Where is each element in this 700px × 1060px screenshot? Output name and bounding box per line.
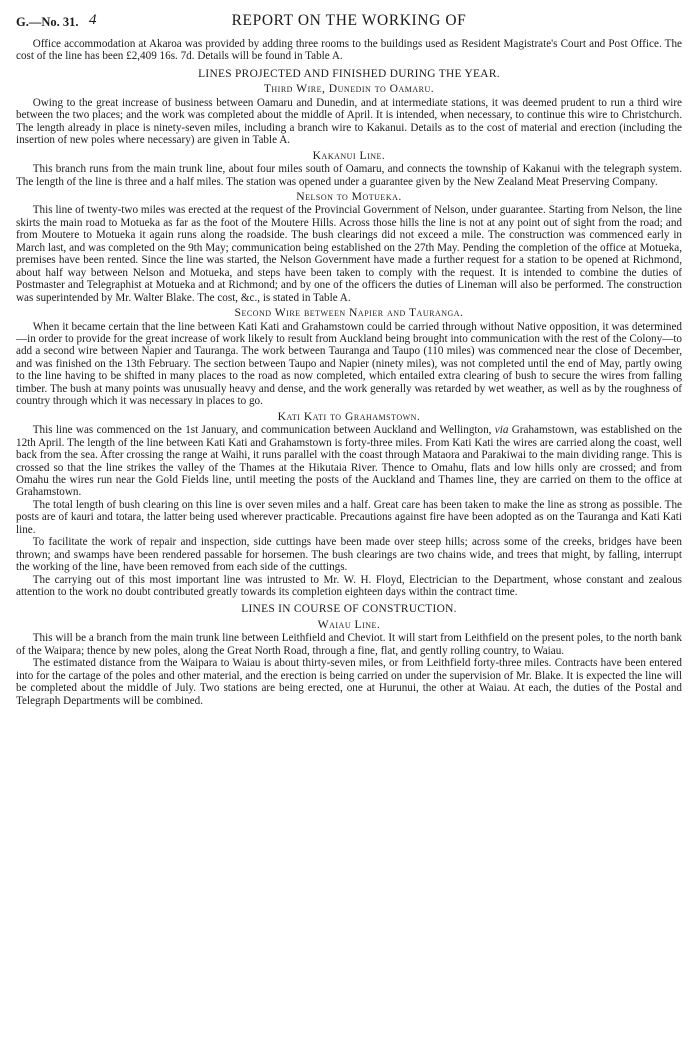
subheading-kakanui: Kakanui Line.	[312, 148, 386, 162]
paragraph-katikati-4: The carrying out of this most important line was intrusted to Mr. W. H. Floyd, Electrician to the Department, whose constant and zealous attention to the work no doubt contributed greatly towards its completion eighteen days within the contract time.	[16, 573, 682, 599]
paragraph-katikati-3: To facilitate the work of repair and inspection, side cuttings have been made over steep hills; across some of the creeks, bridges have been thrown; and swamps have been rendered passable for horsemen. The bush clearings are two chains wide, and trees that might, by falling, interrupt the working of the line, have been removed from each side of the cuttings.	[16, 536, 682, 574]
document-reference: G.—No. 31.	[16, 15, 79, 29]
subheading-nelson-motueka: Nelson to Motueka.	[296, 189, 402, 203]
katikati-text-a: This line was commenced on the 1st January, and communication between Auckland and Wellington,	[32, 424, 495, 437]
page-number: 4	[89, 12, 97, 28]
paragraph-kakanui: This branch runs from the main trunk line, about four miles south of Oamaru, and connects the township of Kakanui with the telegraph system. The length of the line is three and a half miles. The station was opened under a guarantee given by the New Zealand Meat Preserving Company.	[16, 163, 682, 188]
intro-paragraph: Office accommodation at Akaroa was provided by adding three rooms to the buildings used as Resident Magistrate's Court and Post Office. The cost of the line has been £2,409 16s. 7d. Details will be found in Table A.	[16, 38, 682, 63]
subheading-waiau: Waiau Line.	[317, 617, 381, 631]
running-header	[16, 14, 682, 38]
paragraph-waiau-2: The estimated distance from the Waipara to Waiau is about thirty-seven miles, or from Leithfield forty-three miles. Contracts have been entered into for the cartage of the poles and other material, and the erection is being carried on under the supervision of Mr. Blake. It is expected the line will be completed about the middle of July. Two stations are being erected, one at Hurunui, the other at Waiau. At each, the duties of the Postal and Telegraph Departments will be combined.	[16, 657, 682, 707]
subheading-napier-tauranga: Second Wire between Napier and Tauranga.	[234, 306, 464, 320]
paragraph-katikati-1	[16, 424, 682, 499]
report-title: REPORT ON THE WORKING OF	[231, 12, 467, 29]
paragraph-napier-tauranga: When it became certain that the line between Kati Kati and Grahamstown could be carried through without Native opposition, it was determined—in order to provide for the great increase of work likely to result from Auckland being brought into communication with the rest of the Colony—to add a second wire between Napier and Tauranga. The work between Tauranga and Taupo (110 miles) was commenced near the close of December, and was finished on the 13th February. The section between Taupo and Napier (ninety miles), was not completed until the end of May, partly owing to the line having to be shifted in many places to the road as now completed, which entailed extra clearing of bush to secure the wires from falling timber. The bush at many points was unusually heavy and dense, and the work generally was retarded by wet weather, as well as by the roughness of country through which it was necessary in places to go.	[16, 320, 682, 408]
paragraph-nelson-motueka: This line of twenty-two miles was erected at the request of the Provincial Government of Nelson, under guarantee. Starting from Nelson, the line skirts the main road to Motueka as far as the foot of the Moutere Hills. Across those hills the line is not at any point out of sight from the road; and from Moutere to Motueka it again runs along the roadside. The bush clearings did not exceed a mile. The construction was commenced early in March last, and was completed on the 9th May; communication being established on the 27th May. Pending the completion of the office at Motueka, premises have been rented. Since the line was started, the Nelson Government have made a further request for a station to be opened at Richmond, about half way between Nelson and Motueka, and steps have been taken to comply with the request. It is intended to combine the duties of Postmaster and Telegraphist at Motueka and at Richmond; and by one of the officers the duties of Lineman will also be performed. The construction was superintended by Mr. Walter Blake. The cost, &c., is stated in Table A.	[16, 204, 682, 304]
subheading-third-wire: Third Wire, Dunedin to Oamaru.	[263, 82, 435, 96]
paragraph-third-wire: Owing to the great increase of business between Oamaru and Dunedin, and at intermediate stations, it was deemed prudent to run a third wire between the two places; and the work was completed about the middle of April. It is intended, when necessary, to continue this wire to Christchurch. The length already in place is ninety-seven miles, including a branch wire to Kakanui. Details as to the cost of material and erection (including the insertion of new poles where necessary) are given in Table A.	[16, 96, 682, 147]
katikati-via: via	[494, 424, 509, 437]
katikati-text-b: Grahamstown, was established on the 12th April. The length of the line between Kati Kati and Grahamstown is forty-three miles. From Kati Kati the wires are carried along the coast, well back from the sea. After crossing the range at Waihi, it runs parallel with the coast through Mataora and Parakiwai to the main dividing range. This is crossed so that the line strikes the valley of the Thames at the Hikutaia River. Thence to Omahu, flats and low hills only are crossed; and from Omahu the wires run near the Gold Fields line, until meeting the posts of the Auckland and Thames line, they are carried on them to the office at Grahamstown.	[16, 424, 682, 499]
section-heading-construction: LINES IN COURSE OF CONSTRUCTION.	[241, 603, 457, 616]
paragraph-waiau-1: This will be a branch from the main trunk line between Leithfield and Cheviot. It will start from Leithfield on the present poles, to the north bank of the Waipara; thence by new poles, along the Great North Road, through a fine, flat, and gently rolling country, to Waiau.	[16, 632, 682, 657]
section-heading-projected: LINES PROJECTED AND FINISHED DURING THE YEAR.	[198, 67, 500, 80]
subheading-katikati-grahamstown: Kati Kati to Grahamstown.	[277, 409, 421, 423]
paragraph-katikati-2: The total length of bush clearing on this line is over seven miles and a half. Great care has been taken to make the line as strong as possible. The posts are of kauri and totara, the latter being used wherever practicable. Precautions against fire have been adopted as on the Tauranga and Kati Kati line.	[16, 498, 682, 536]
